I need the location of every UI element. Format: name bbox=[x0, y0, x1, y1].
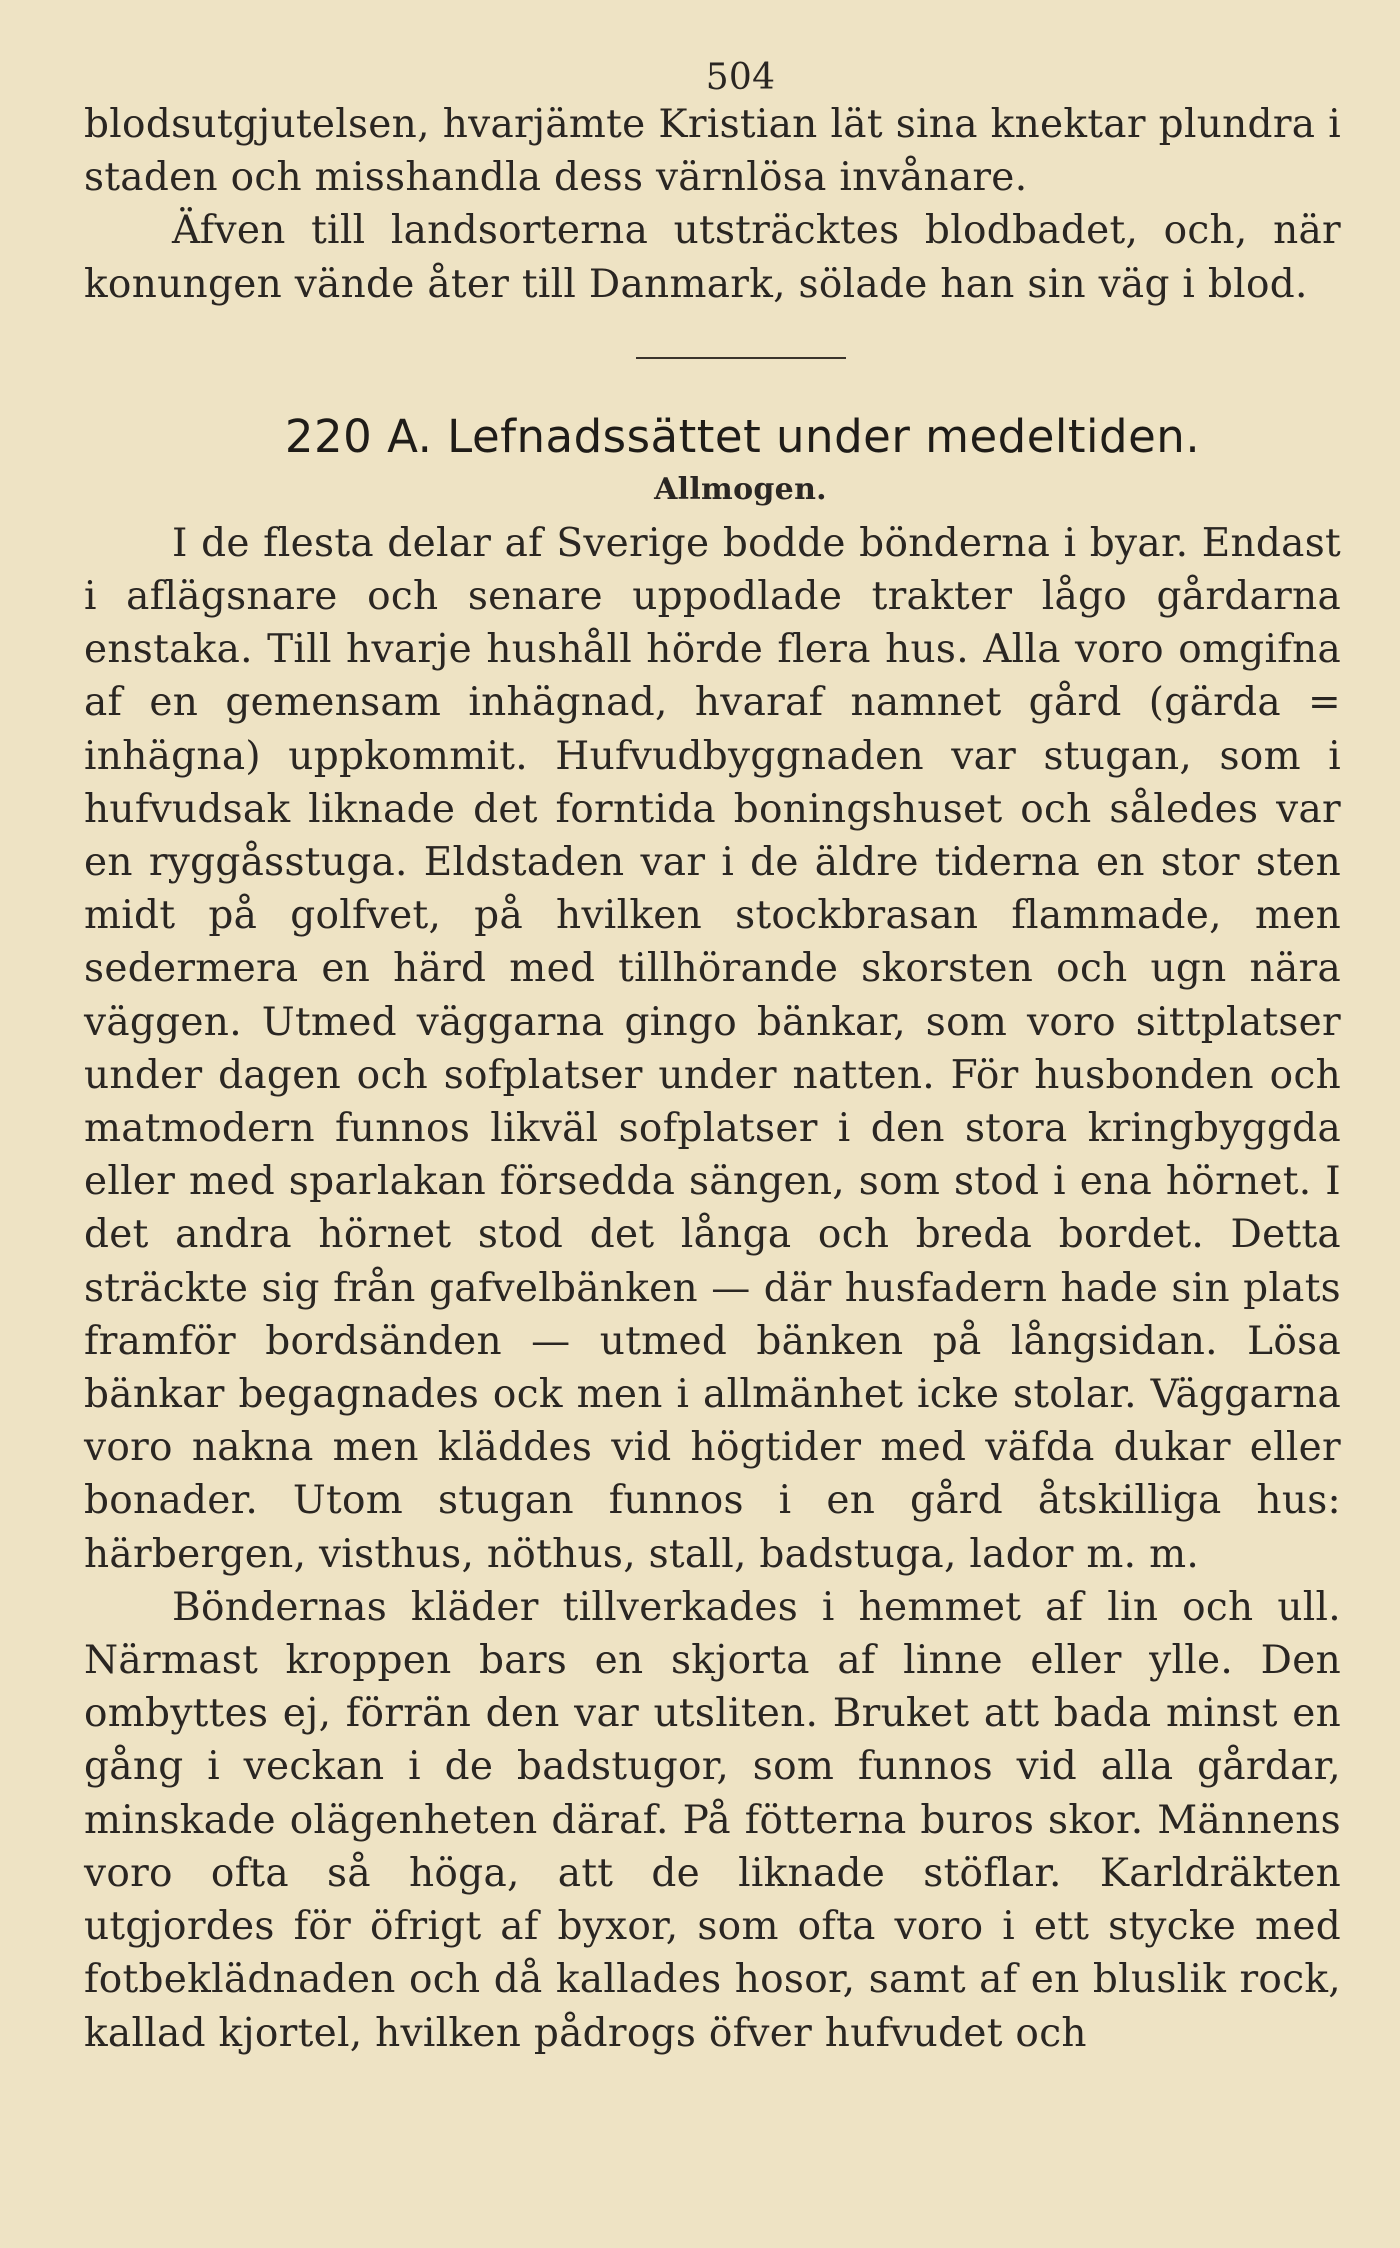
paragraph-clothing: Böndernas kläder tillverkades i hemmet af lin och ull. Närmast kroppen bars en skjorta af linne eller ylle. Den ombyttes ej, förrän den var utsliten. Bruket att bada minst en gång i veckan i de badstugor, som funnos vid alla gårdar, minskade olägenheten däraf. På fötterna buros skor. Männens voro ofta så höga, att de liknade stöflar. Karldräkten utgjordes för öfrigt af byxor, som ofta voro i ett stycke med fotbeklädnaden och då kallades hosor, samt af en bluslik rock, kallad kjortel, hvilken pådrogs öfver hufvudet och bbox=[84, 1584, 1341, 2056]
section-heading: 220 A. Lefnadssättet under medeltiden. bbox=[284, 409, 1201, 463]
section-divider bbox=[636, 357, 846, 359]
section-subheading: Allmogen. bbox=[654, 471, 827, 507]
paragraph-bloodbath: Äfven till landsorterna utsträcktes blodbadet, och, när konungen vände åter till Danmark, sölade han sin väg i blod. bbox=[84, 208, 1341, 307]
paragraph-villages: I de flesta delar af Sverige bodde bönderna i byar. Endast i aflägsnare och senare uppodlade trakter lågo gårdarna enstaka. Till hvarje hushåll hörde flera hus. Alla voro omgifna af en gemensam inhägnad, hvaraf namnet gård (gärda = inhägna) uppkommit. Hufvudbyggnaden var stugan, som i hufvudsak liknade det forntida boningshuset och således var en ryggåsstuga. Eldstaden var i de äldre tiderna en stor sten midt på golfvet, på hvilken stockbrasan flammade, men sedermera en härd med tillhörande skorsten och ugn nära väggen. Utmed väggarna gingo bänkar, som voro sittplatser under dagen och sofplatser under natten. För husbonden och matmodern funnos likväl sofplatser i den stora kringbyggda eller med sparlakan försedda sängen, som stod i ena hörnet. I det andra hörnet stod det långa och breda bordet. Detta sträckte sig från gafvelbänken — där husfadern hade sin plats framför bordsänden — utmed bänken på långsidan. Lösa bänkar begagnades ock men i allmänhet icke stolar. Väggarna voro nakna men kläddes vid högtider med väfda dukar eller bonader. Utom stugan funnos i en gård åtskilliga hus: härbergen, visthus, nöthus, stall, badstuga, lador m. m. bbox=[84, 520, 1341, 1577]
page-number: 504 bbox=[705, 57, 776, 98]
book-page bbox=[84, 58, 1341, 2060]
paragraph-continuation: blodsutgjutelsen, hvarjämte Kristian lät sina knektar plundra i staden och misshandla dess värnlösa invånare. bbox=[84, 102, 1341, 201]
